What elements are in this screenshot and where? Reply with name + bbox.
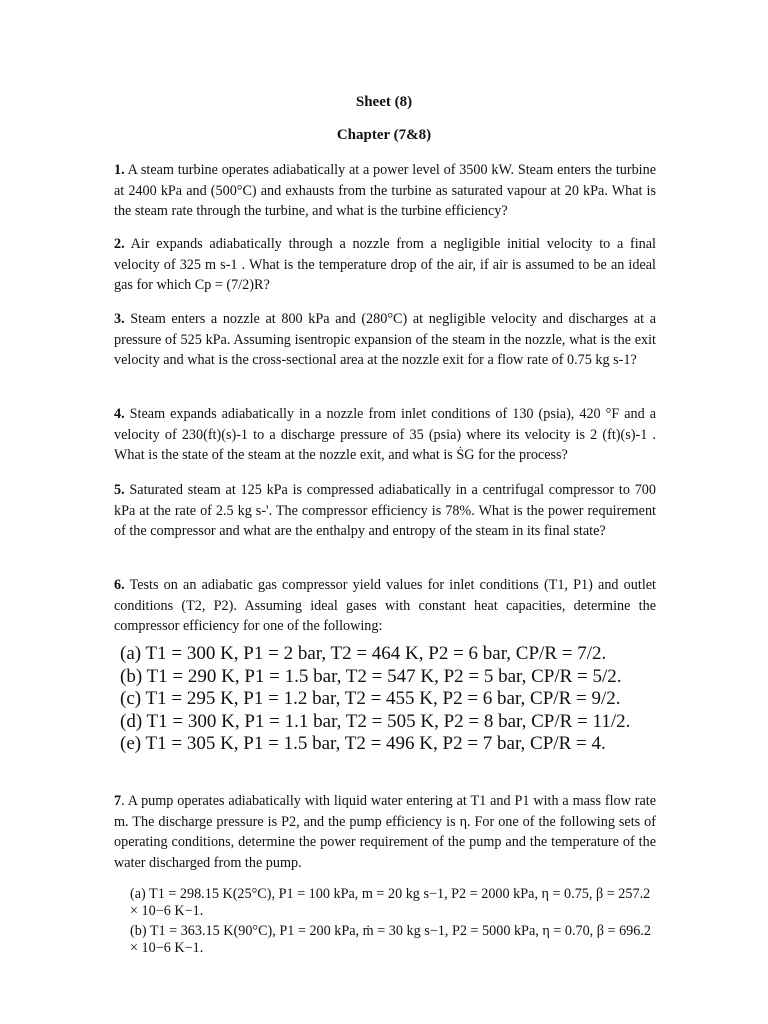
option-b: (b) T1 = 363.15 K(90°C), P1 = 200 kPa, ṁ = 30 kg s−1, P2 = 5000 kPa, η = 0.70, β = 696.2 × 10−6 K−1. <box>130 923 652 956</box>
sheet-title: Sheet (8) <box>355 94 413 110</box>
option-a: (a) T1 = 298.15 K(25°C), P1 = 100 kPa, m = 20 kg s−1, P2 = 2000 kPa, η = 0.75, β = 257.2 × 10−6 K−1. <box>130 886 651 919</box>
problem-text: Air expands adiabatically through a nozzle from a negligible initial velocity to a final velocity of 325 m s-1 . What is the temperature drop of the air, if air is assumed to be an ideal gas for which Cp = (7/2)R? <box>114 236 656 293</box>
case-a: (a) T1 = 300 K, P1 = 2 bar, T2 = 464 K, P2 = 6 bar, CP/R = 7/2. <box>120 643 607 664</box>
problem-number: 4. <box>114 406 125 422</box>
problem-4 <box>114 404 656 466</box>
problem-1 <box>114 160 656 222</box>
problem-7 <box>114 791 656 873</box>
problem-number: 1. <box>114 162 125 178</box>
problem-7-options <box>130 886 660 960</box>
problem-text: Tests on an adiabatic gas compressor yield values for inlet conditions (T1, P1) and outlet conditions (T2, P2). Assuming ideal gases with constant heat capacities, determine the compressor efficiency for one of the following: <box>114 577 656 634</box>
problem-2 <box>114 234 656 296</box>
problem-text: Steam enters a nozzle at 800 kPa and (280°C) at negligible velocity and discharges at a pressure of 525 kPa. Assuming isentropic expansion of the steam in the nozzle, what is the exit velocity and what is the cross-sectional area at the nozzle exit for a flow rate of 0.75 kg s-1? <box>114 311 656 368</box>
problem-text: . A pump operates adiabatically with liquid water entering at T1 and P1 with a mass flow rate m. The discharge pressure is P2, and the pump efficiency is η. For one of the following sets of operating conditions, determine the power requirement of the pump and the temperature of the water discharged from the pump. <box>114 793 656 871</box>
problem-text: Steam expands adiabatically in a nozzle from inlet conditions of 130 (psia), 420 °F and a velocity of 230(ft)(s)-1 to a discharge pressure of 35 (psia) where its velocity is 2 (ft)(s)-1 . What is the state of the steam at the nozzle exit, and what is ṠG for the process? <box>114 406 657 463</box>
problem-6-cases <box>120 643 680 756</box>
problem-number: 5. <box>114 482 125 498</box>
chapter-title: Chapter (7&8) <box>336 127 432 143</box>
case-c: (c) T1 = 295 K, P1 = 1.2 bar, T2 = 455 K, P2 = 6 bar, CP/R = 9/2. <box>120 688 621 709</box>
problem-number: 6. <box>114 577 125 593</box>
problem-text: A steam turbine operates adiabatically at a power level of 3500 kW. Steam enters the turbine at 2400 kPa and (500°C) and exhausts from the turbine as saturated vapour at 20 kPa. What is the steam rate through the turbine, and what is the turbine efficiency? <box>114 162 657 219</box>
problem-5 <box>114 480 656 542</box>
problem-text: Saturated steam at 125 kPa is compressed adiabatically in a centrifugal compressor to 700 kPa at the rate of 2.5 kg s-'. The compressor efficiency is 78%. What is the power requirement of the compressor and what are the enthalpy and entropy of the steam in its final state? <box>114 482 656 539</box>
problem-number: 7 <box>114 793 122 809</box>
problem-3 <box>114 309 656 371</box>
problem-number: 3. <box>114 311 125 327</box>
case-d: (d) T1 = 300 K, P1 = 1.1 bar, T2 = 505 K, P2 = 8 bar, CP/R = 11/2. <box>120 710 631 732</box>
case-b: (b) T1 = 290 K, P1 = 1.5 bar, T2 = 547 K, P2 = 5 bar, CP/R = 5/2. <box>120 665 622 687</box>
case-e: (e) T1 = 305 K, P1 = 1.5 bar, T2 = 496 K, P2 = 7 bar, CP/R = 4. <box>120 733 606 754</box>
problem-number: 2. <box>114 236 125 252</box>
problem-6 <box>114 575 656 637</box>
